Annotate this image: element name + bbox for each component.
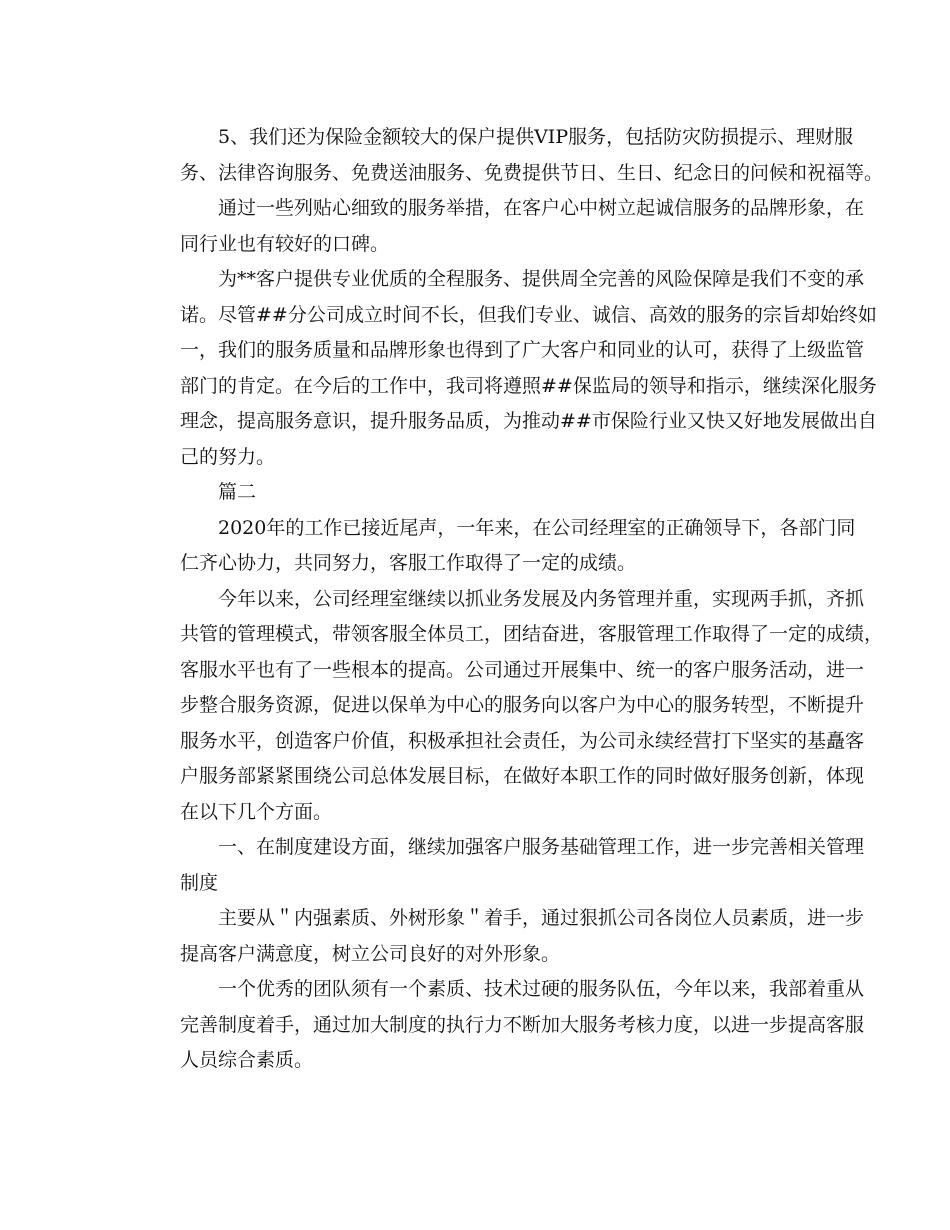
text-line: 今年以来，公司经理室继续以抓业务发展及内务管理并重，实现两手抓，齐抓 [218, 587, 865, 610]
text-line: 2020年的工作已接近尾声，一年来，在公司经理室的正确领导下，各部门同 [218, 516, 856, 539]
text-line: 户服务部紧紧围绕公司总体发展目标，在做好本职工作的同时做好服务创新，体现 [180, 765, 865, 787]
text-line: 务、法律咨询服务、免费送油服务、免费提供节日、生日、纪念日的问候和祝福等。 [180, 161, 884, 184]
paragraph-commitment [142, 262, 877, 475]
text-line: 步整合服务资源，促进以保单为中心的服务向以客户为中心的服务转型，不断提升 [180, 694, 865, 716]
paragraph-management [142, 582, 884, 831]
paragraph-quality [142, 901, 865, 972]
text-line: 一，我们的服务质量和品牌形象也得到了广大客户和同业的认可，获得了上级监管 [180, 339, 865, 361]
text-line: 一、在制度建设方面，继续加强客户服务基础管理工作，进一步完善相关管理 [218, 836, 865, 858]
paragraph-vip-service [142, 120, 884, 191]
paragraph-team [142, 972, 865, 1079]
text-line: 一个优秀的团队须有一个素质、技术过硬的服务队伍，今年以来，我部着重从 [218, 978, 865, 1000]
text-line: 理念，提高服务意识，提升服务品质，为推动##市保险行业又快又好地发展做出自 [180, 410, 877, 432]
text-line: 仁齐心协力，共同努力，客服工作取得了一定的成绩。 [180, 552, 637, 574]
text-line: 为**客户提供专业优质的全程服务、提供周全完善的风险保障是我们不变的承 [218, 268, 865, 290]
text-line: 己的努力。 [180, 445, 276, 468]
section-heading [142, 475, 818, 511]
text-line: 人员综合素质。 [180, 1049, 314, 1071]
text-line: 共管的管理模式，带领客服全体员工，团结奋进，客服管理工作取得了一定的成绩， [180, 623, 884, 645]
paragraph-year-summary [142, 511, 856, 582]
text-line: 主要从＂内强素质、外树形象＂着手，通过狠抓公司各岗位人员素质，进一步 [218, 907, 865, 929]
text-line: 客服水平也有了一些根本的提高。公司通过开展集中、统一的客户服务活动，进一 [180, 658, 865, 681]
text-line: 通过一些列贴心细致的服务举措，在客户心中树立起诚信服务的品牌形象，在 [218, 197, 865, 219]
paragraph-system-building [142, 830, 865, 901]
text-line: 服务水平，创造客户价值，积极承担社会责任，为公司永续经营打下坚实的基矗客 [180, 729, 865, 752]
text-line: 在以下几个方面。 [180, 800, 333, 823]
text-line: 同行业也有较好的口碑。 [180, 232, 390, 255]
text-line: 完善制度着手，通过加大制度的执行力不断加大服务考核力度，以进一步提高客服 [180, 1013, 865, 1036]
text-line: 制度 [180, 871, 219, 894]
text-line: 篇二 [218, 481, 257, 503]
paragraph-brand-image [142, 191, 865, 262]
text-line: 5、我们还为保险金额较大的保户提供VIP服务，包括防灾防损提示、理财服 [218, 126, 854, 148]
text-line: 部门的肯定。在今后的工作中，我司将遵照##保监局的领导和指示，继续深化服务 [180, 374, 877, 397]
text-line: 提高客户满意度，树立公司良好的对外形象。 [180, 942, 561, 965]
document-body [142, 120, 884, 1079]
text-line: 诺。尽管##分公司成立时间不长，但我们专业、诚信、高效的服务的宗旨却始终如 [180, 303, 877, 326]
